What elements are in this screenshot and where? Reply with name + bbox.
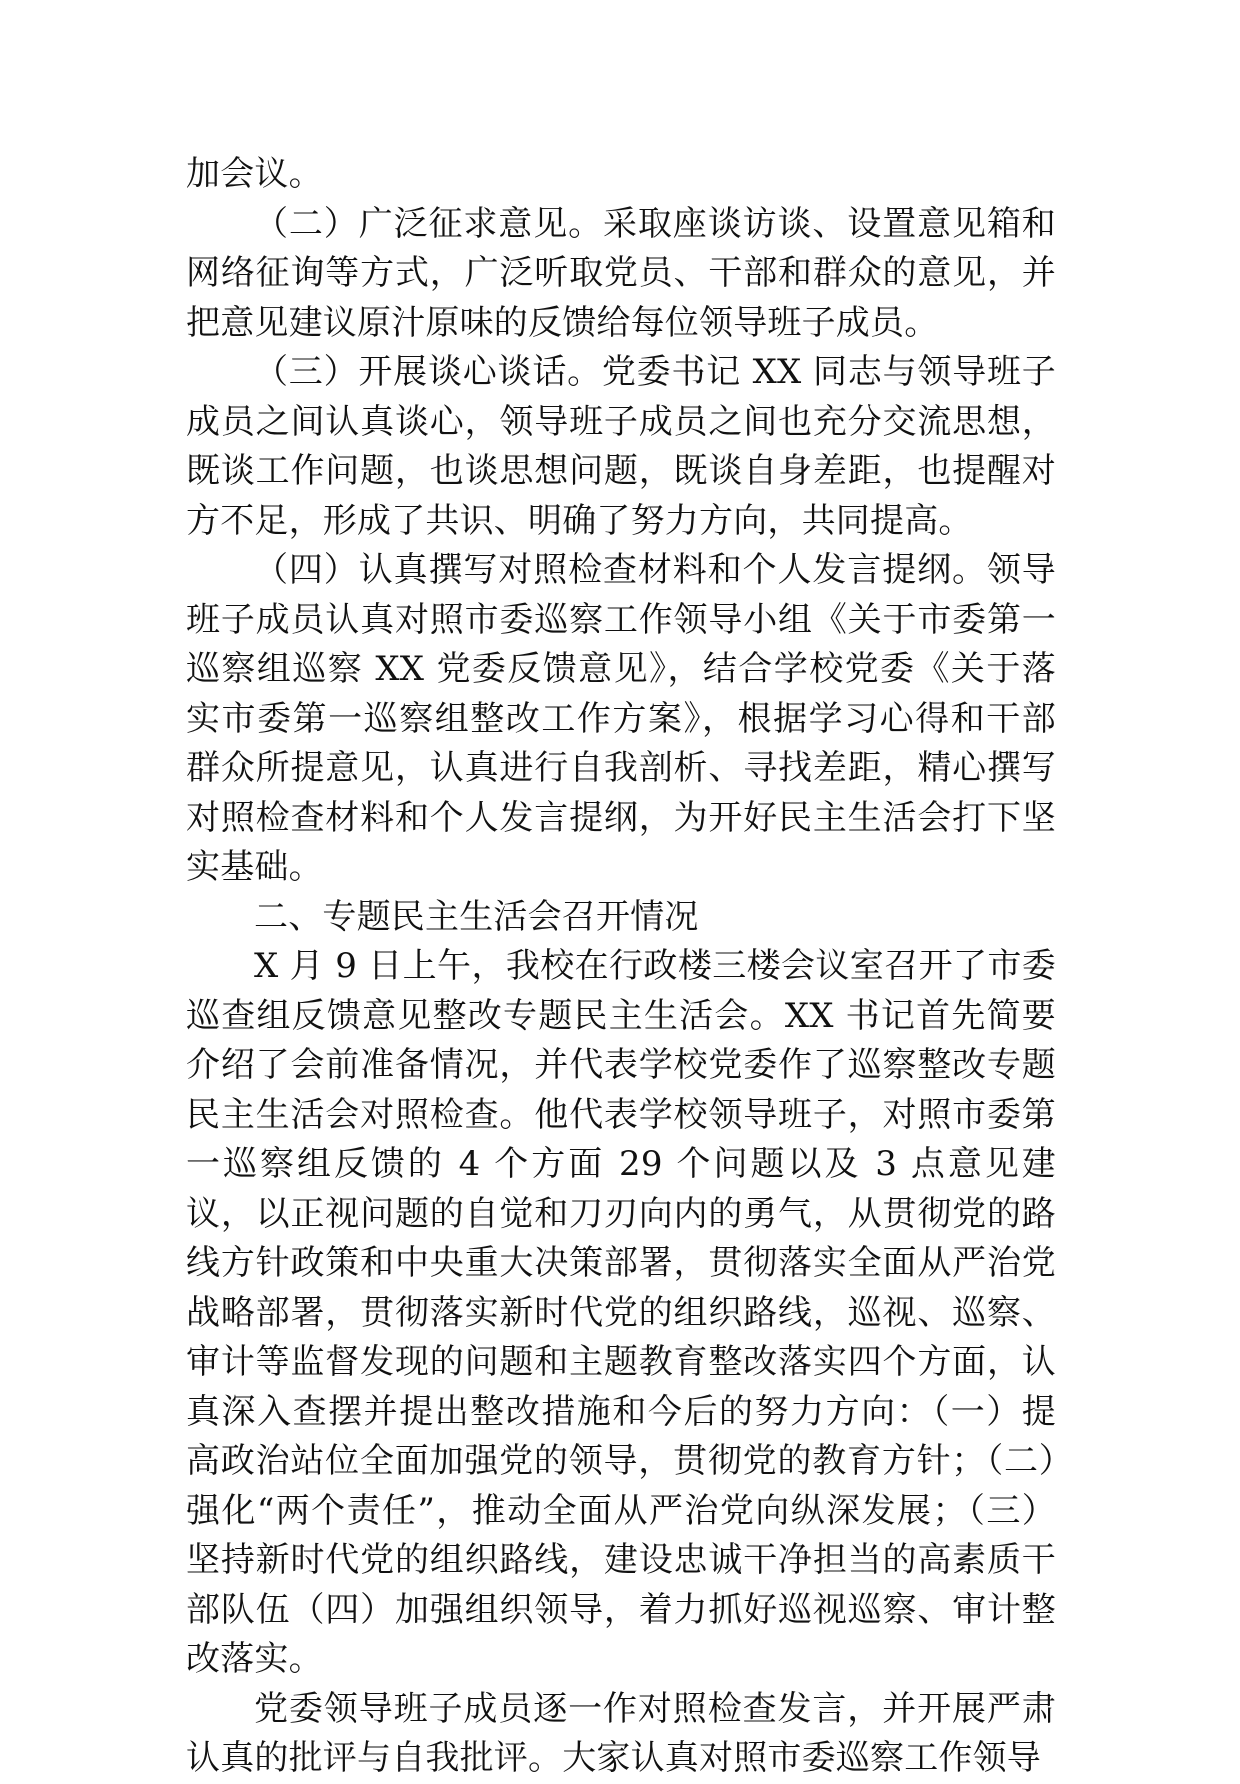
- section-heading: 二、专题民主生活会召开情况: [254, 896, 699, 937]
- paragraph-heart-to-heart-talks: （三）开展谈心谈话。党委书记 XX 同志与领导班子成员之间认真谈心，领导班子成员之间也充分交流思想，既谈工作问题，也谈思想问题，既谈自身差距，也提醒对方不足，形成了共识、明确了努力方向，共同提高。: [186, 352, 1056, 541]
- document-page: [186, 150, 1056, 1784]
- paragraph-meeting-details: X 月 9 日上午，我校在行政楼三楼会议室召开了市委巡查组反馈意见整改专题民主生活会。XX 书记首先简要介绍了会前准备情况，并代表学校党委作了巡察整改专题民主生活会对照检查。他代表学校领导班子，对照市委第一巡察组反馈的 4 个方面 29 个问题以及 3 点意见建议，以正视问题的自觉和刀刃向内的勇气，从贯彻党的路线方针政策和中央重大决策部署，贯彻落实全面从严治党战略部署，贯彻落实新时代党的组织路线，巡视、巡察、审计等监督发现的问题和主题教育整改落实四个方面，认真深入查摆并提出整改措施和今后的努力方向：（一）提高政治站位全面加强党的领导，贯彻党的教育方针；（二）强化“两个责任”，推动全面从严治党向纵深发展；（三）坚持新时代党的组织路线，建设忠诚干净担当的高素质干部队伍（四）加强组织领导，着力抓好巡视巡察、审计整改落实。: [186, 946, 1056, 1679]
- paragraph-criticism: 党委领导班子成员逐一作对照检查发言，并开展严肃认真的批评与自我批评。大家认真对照市委巡察工作领导: [186, 1688, 1056, 1778]
- paragraph-solicit-opinions: （二）广泛征求意见。采取座谈访谈、设置意见箱和网络征询等方式，广泛听取党员、干部和群众的意见，并把意见建议原汁原味的反馈给每位领导班子成员。: [186, 203, 1056, 343]
- paragraph-write-materials: （四）认真撰写对照检查材料和个人发言提纲。领导班子成员认真对照市委巡察工作领导小组《关于市委第一巡察组巡察 XX 党委反馈意见》，结合学校党委《关于落实市委第一巡察组整改工作方案》，根据学习心得和干部群众所提意见，认真进行自我剖析、寻找差距，精心撰写对照检查材料和个人发言提纲，为开好民主生活会打下坚实基础。: [186, 550, 1056, 887]
- paragraph-continuation: 加会议。: [186, 154, 323, 194]
